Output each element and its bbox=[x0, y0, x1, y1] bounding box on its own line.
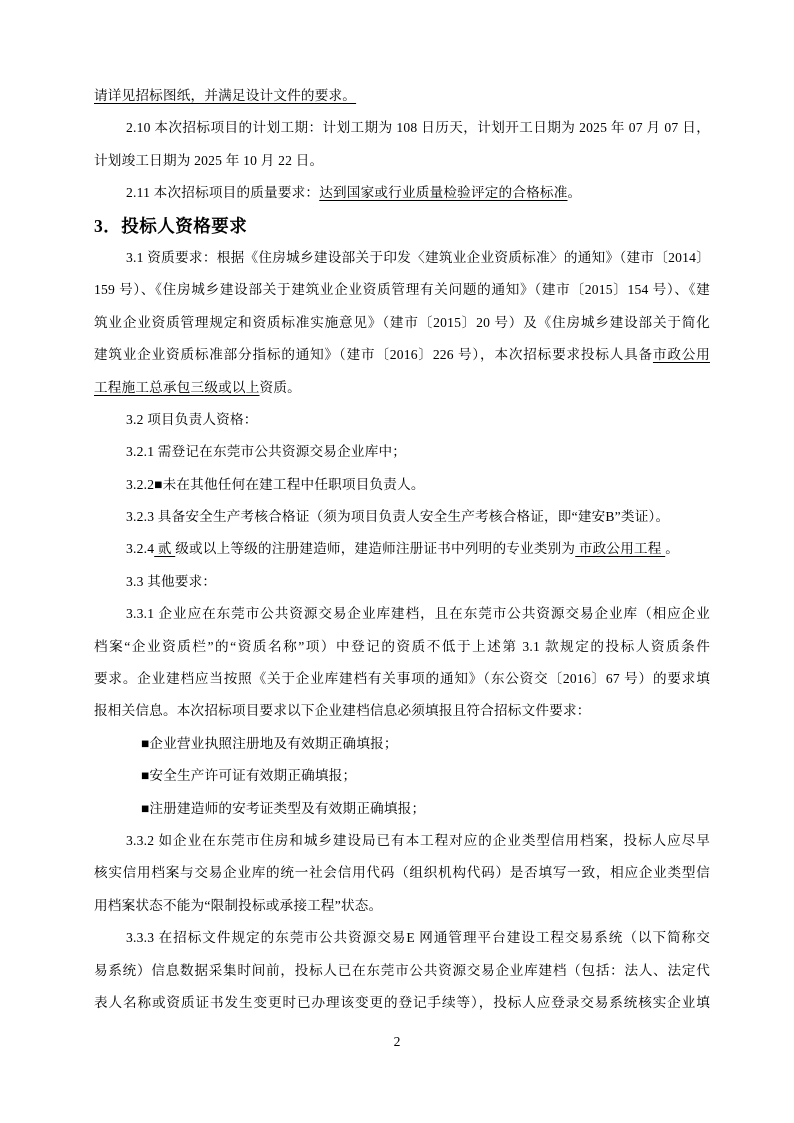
text-run: ■安全生产许可证有效期正确填报； bbox=[141, 768, 357, 784]
underlined-text: 工程施工总承包三级或以上 bbox=[94, 379, 260, 395]
underlined-text: 市政公用工程 bbox=[575, 541, 666, 557]
doc-line bbox=[94, 112, 710, 144]
text-run: 建筑业企业资质标准部分指标的通知》（建市〔2016〕226 号），本次招标要求投标人具备 bbox=[94, 347, 653, 363]
text-run: 资质。 bbox=[259, 379, 301, 395]
doc-line bbox=[94, 760, 710, 792]
text-run: 3.3.1 企业应在东莞市公共资源交易企业库建档，且在东莞市公共资源交易企业库（相应企业 bbox=[126, 606, 710, 622]
doc-line bbox=[94, 533, 710, 565]
text-run: 3.2.3 具备安全生产考核合格证（须为项目负责人安全生产考核合格证，即“建安B”类证）。 bbox=[126, 509, 670, 525]
text-run: 计划竣工日期为 2025 年 10 月 22 日。 bbox=[94, 152, 324, 168]
doc-line bbox=[94, 728, 710, 760]
text-run: 3.3.3 在招标文件规定的东莞市公共资源交易E 网通管理平台建设工程交易系统（以下简称交 bbox=[126, 930, 710, 946]
text-run: 要求。企业建档应当按照《关于企业库建档有关事项的通知》（东公资交〔2016〕67 号）的要求填 bbox=[94, 671, 710, 687]
underlined-text: 达到国家或行业质量检验评定的合格标准 bbox=[319, 185, 568, 201]
text-run: 3.1 资质要求：根据《住房城乡建设部关于印发〈建筑业企业资质标准〉的通知》（建市〔2014〕 bbox=[126, 249, 710, 265]
doc-line bbox=[94, 663, 710, 695]
doc-line bbox=[94, 80, 710, 112]
doc-line bbox=[94, 890, 710, 922]
doc-line bbox=[94, 566, 710, 598]
underlined-text: 请详见招标图纸，并满足设计文件的要求。 bbox=[94, 88, 357, 103]
text-run: 3.3.2 如企业在东莞市住房和城乡建设局已有本工程对应的企业类型信用档案，投标人应尽早 bbox=[126, 832, 710, 848]
doc-line bbox=[94, 274, 710, 306]
doc-line bbox=[94, 631, 710, 663]
text-run: 159 号）、《住房城乡建设部关于建筑业企业资质管理有关问题的通知》（建市〔2015〕154 号）、《建 bbox=[94, 282, 710, 298]
text-run: 3.2.1 需登记在东莞市公共资源交易企业库中； bbox=[126, 444, 407, 460]
text-run: 3．投标人资格要求 bbox=[94, 215, 248, 236]
text-run: ■企业营业执照注册地及有效期正确填报； bbox=[141, 735, 398, 751]
text-run: 3.2.2■未在其他任何在建工程中任职项目负责人。 bbox=[126, 476, 425, 492]
text-run: 易系统）信息数据采集时间前，投标人已在东莞市公共资源交易企业库建档（包括：法人、法定代 bbox=[94, 962, 710, 978]
text-run: 档案“企业资质栏”的“资质名称”项）中登记的资质不低于上述第 3.1 款规定的投标人资质条件 bbox=[94, 638, 710, 654]
doc-line bbox=[94, 469, 710, 501]
text-run: 。 bbox=[567, 185, 582, 201]
text-run: 3.2 项目负责人资格： bbox=[126, 411, 258, 427]
doc-line bbox=[94, 242, 710, 274]
text-run: 。 bbox=[665, 541, 679, 557]
text-run: 3.2.4 bbox=[126, 541, 155, 557]
text-run: 级或以上等级的注册建造师，建造师注册证书中列明的专业类别为 bbox=[175, 541, 576, 557]
doc-line bbox=[94, 145, 710, 177]
text-run: 筑业企业资质管理规定和资质标准实施意见》（建市〔2015〕20 号）及《住房城乡建设部关于简化 bbox=[94, 314, 710, 330]
text-run: 3.3 其他要求： bbox=[126, 573, 217, 589]
doc-line bbox=[94, 307, 710, 339]
doc-line bbox=[94, 955, 710, 987]
text-run: 核实信用档案与交易企业库的统一社会信用代码（组织机构代码）是否填写一致，相应企业类型信 bbox=[94, 865, 710, 881]
underlined-text: 市政公用 bbox=[652, 347, 710, 363]
text-run: 2.10 本次招标项目的计划工期：计划工期为 108 日历天，计划开工日期为 2025 年 07 月 07 日， bbox=[126, 120, 710, 136]
text-run: 表人名称或资质证书发生变更时已办理该变更的登记手续等），投标人应登录交易系统核实企业填 bbox=[94, 994, 710, 1010]
doc-line bbox=[94, 372, 710, 404]
doc-line bbox=[94, 793, 710, 825]
doc-line bbox=[94, 436, 710, 468]
underlined-text: 贰 bbox=[154, 541, 176, 557]
text-run: 用档案状态不能为“限制投标或承接工程”状态。 bbox=[94, 897, 383, 913]
doc-line bbox=[94, 695, 710, 727]
doc-line bbox=[94, 598, 710, 630]
doc-line bbox=[94, 339, 710, 371]
doc-line bbox=[94, 404, 710, 436]
document-body bbox=[94, 80, 710, 1019]
text-run: 报相关信息。本次招标项目要求以下企业建档信息必须填报且符合招标文件要求： bbox=[94, 703, 591, 719]
section-heading bbox=[94, 210, 710, 242]
doc-line bbox=[94, 501, 710, 533]
doc-line bbox=[94, 987, 710, 1019]
doc-line bbox=[94, 922, 710, 954]
page-number: 2 bbox=[393, 1034, 401, 1049]
text-run: ■注册建造师的安考证类型及有效期正确填报； bbox=[141, 800, 426, 816]
doc-line bbox=[94, 825, 710, 857]
doc-line bbox=[94, 857, 710, 889]
text-run: 2.11 本次招标项目的质量要求： bbox=[126, 185, 320, 201]
doc-line bbox=[94, 177, 710, 209]
